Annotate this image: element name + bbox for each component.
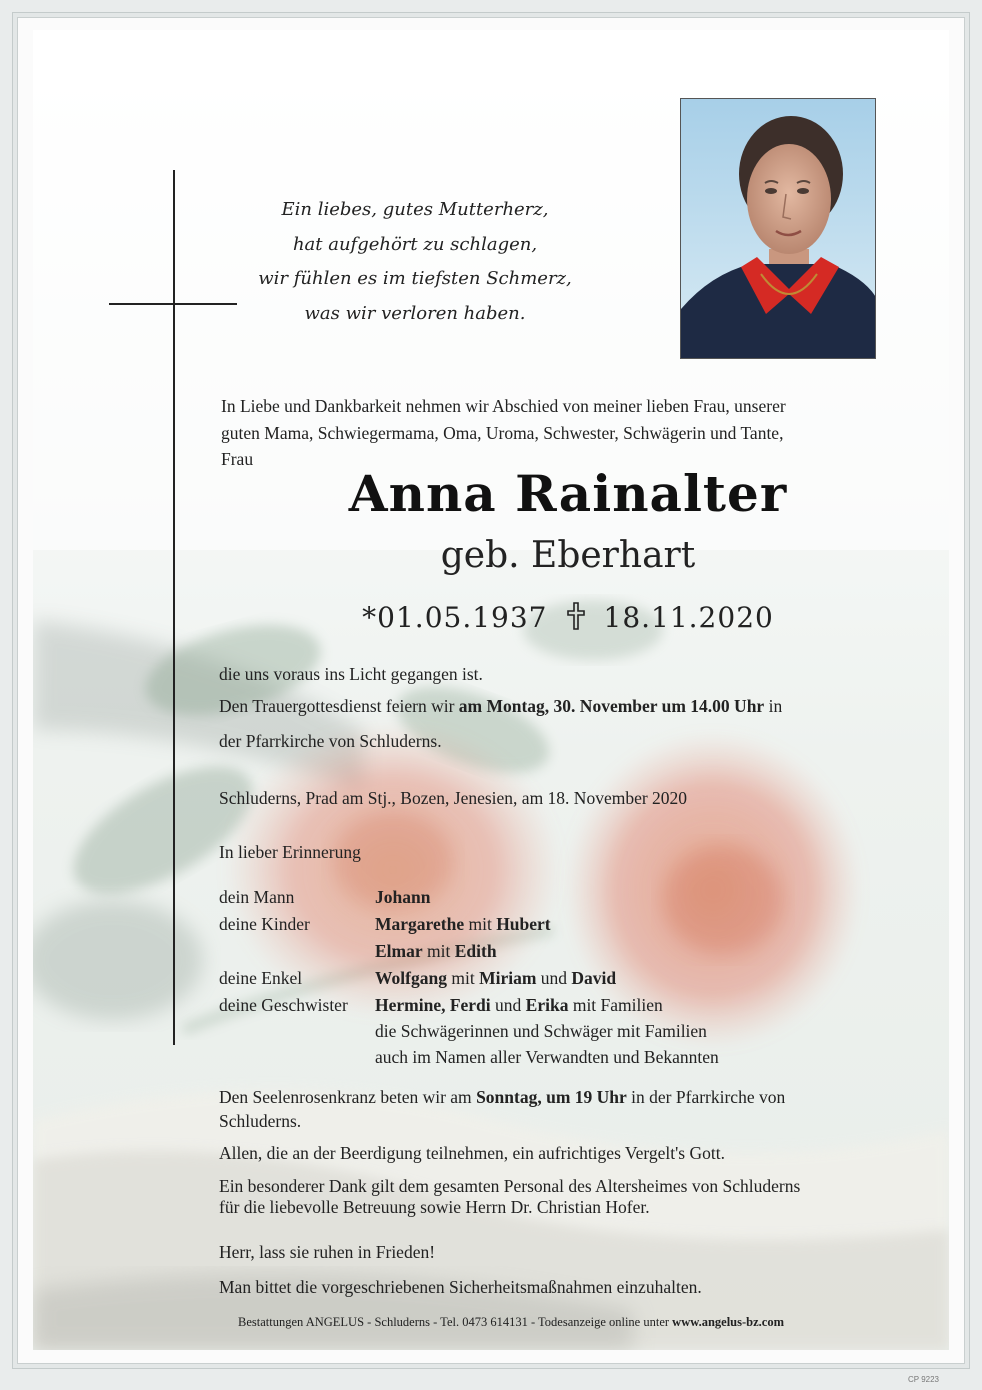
cross-vertical-bar <box>173 170 175 1045</box>
birth-name: geb. Eberhart <box>440 535 696 576</box>
latin-cross-icon <box>566 602 586 630</box>
thanks-all: Allen, die an der Beerdigung teilnehmen, ein aufrichtiges Vergelt's Gott. <box>219 1143 725 1163</box>
child-1 <box>375 914 551 935</box>
footer-url: www.angelus-bz.com <box>672 1315 784 1329</box>
grandchildren <box>375 968 616 989</box>
rosary-datetime: Sonntag, um 19 Uhr <box>476 1087 627 1107</box>
service-line-2: der Pfarrkirche von Schluderns. <box>219 731 442 751</box>
all-relatives: auch im Namen aller Verwandten und Bekannten <box>375 1047 719 1067</box>
child-2-partner: Edith <box>454 941 497 961</box>
in-laws: die Schwägerinnen und Schwäger mit Familien <box>375 1021 707 1041</box>
grandchild-1: Wolfgang <box>375 968 447 988</box>
remembrance-heading: In lieber Erinnerung <box>219 842 361 862</box>
connector: mit Familien <box>568 995 663 1015</box>
death-date: 18.11.2020 <box>603 601 774 634</box>
footer <box>0 1315 982 1330</box>
life-dates <box>200 601 936 634</box>
child-2-name: Elmar <box>375 941 423 961</box>
child-1-partner: Hubert <box>496 914 551 934</box>
intro-line: Frau <box>221 449 254 469</box>
memorial-verse <box>240 193 590 331</box>
document-code: CP 9223 <box>908 1375 939 1384</box>
verse-line: Ein liebes, gutes Mutterherz, <box>281 199 549 220</box>
intro-line: guten Mama, Schwiegermama, Oma, Uroma, Schwester, Schwägerin und Tante, <box>221 422 784 443</box>
thanks-special-1: Ein besonderer Dank gilt dem gesamten Personal des Altersheimes von Schluderns <box>219 1176 801 1196</box>
rosary-line-1 <box>219 1087 889 1108</box>
connector: mit <box>422 941 455 961</box>
intro-text <box>221 393 881 473</box>
service-text-end: in <box>764 696 783 716</box>
cross-horizontal-bar <box>109 303 237 305</box>
grandchild-2: Miriam <box>479 968 537 988</box>
birth-date: *01.05.1937 <box>362 601 548 634</box>
place-date: Schluderns, Prad am Stj., Bozen, Jenesien, am 18. November 2020 <box>219 788 688 808</box>
grandchild-3: David <box>571 968 617 988</box>
rosary-line-2: Schluderns. <box>219 1111 302 1131</box>
grandchildren-label: deine Enkel <box>219 968 303 988</box>
gone-ahead-text: die uns voraus ins Licht gegangen ist. <box>219 664 483 684</box>
service-line-1 <box>219 696 899 717</box>
connector: und <box>536 968 572 988</box>
siblings-names: Hermine, Ferdi <box>375 995 491 1015</box>
safety-notice: Man bittet die vorgeschriebenen Sicherheitsmaßnahmen einzuhalten. <box>219 1277 702 1297</box>
husband-label: dein Mann <box>219 887 295 907</box>
sibling-name: Erika <box>525 995 569 1015</box>
child-1-name: Margarethe <box>375 914 465 934</box>
service-datetime: am Montag, 30. November um 14.00 Uhr <box>458 696 765 716</box>
thanks-special-2: für die liebevolle Betreuung sowie Herrn Dr. Christian Hofer. <box>219 1197 650 1217</box>
siblings-label: deine Geschwister <box>219 995 348 1015</box>
child-2 <box>375 941 497 962</box>
rosary-text-end: in der Pfarrkirche von <box>626 1087 786 1107</box>
husband-name <box>375 887 430 908</box>
service-text: Den Trauergottesdienst feiern wir <box>219 696 459 716</box>
children-label: deine Kinder <box>219 914 310 934</box>
verse-line: wir fühlen es im tiefsten Schmerz, <box>258 268 572 289</box>
deceased-name: Anna Rainalter <box>348 464 788 523</box>
husband-value: Johann <box>375 887 431 907</box>
prayer: Herr, lass sie ruhen in Frieden! <box>219 1242 436 1262</box>
verse-line: was wir verloren haben. <box>304 302 526 324</box>
verse-line: hat aufgehört zu schlagen, <box>292 233 538 255</box>
connector: und <box>490 995 526 1015</box>
rosary-text: Den Seelenrosenkranz beten wir am <box>219 1087 477 1107</box>
siblings <box>375 995 663 1016</box>
intro-line: In Liebe und Dankbarkeit nehmen wir Abschied von meiner lieben Frau, unserer <box>221 396 786 416</box>
connector: mit <box>464 914 497 934</box>
portrait-photo <box>680 98 876 359</box>
connector: mit <box>446 968 480 988</box>
footer-text: Bestattungen ANGELUS - Schluderns - Tel. 0473 614131 - Todesanzeige online unter <box>238 1315 673 1329</box>
